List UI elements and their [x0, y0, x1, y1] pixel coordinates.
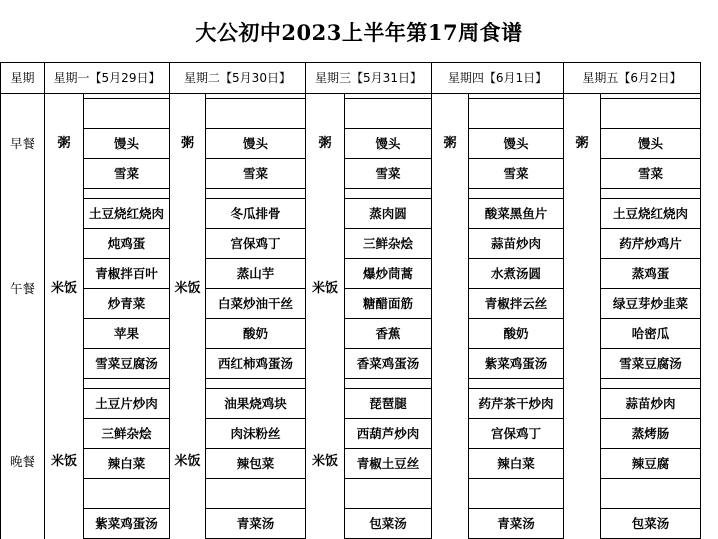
lunch-label: 午餐	[1, 194, 45, 384]
lunch-dish: 西红柿鸡蛋汤	[206, 349, 306, 379]
dinner-dish: 青菜汤	[206, 509, 306, 539]
breakfast-dish	[345, 99, 432, 129]
dinner-dish: 包菜汤	[345, 509, 432, 539]
dinner-dish	[206, 479, 306, 509]
lunch-dish: 酸奶	[206, 319, 306, 349]
dinner-staple	[432, 384, 469, 539]
dinner-dish: 西葫芦炒肉	[345, 419, 432, 449]
breakfast-dish: 馒头	[469, 129, 564, 159]
lunch-dish: 糖醋面筋	[345, 289, 432, 319]
breakfast-dish	[469, 99, 564, 129]
lunch-dish: 青椒拌百叶	[84, 259, 170, 289]
dinner-dish: 紫菜鸡蛋汤	[84, 509, 170, 539]
dinner-dish	[469, 479, 564, 509]
breakfast-dish	[601, 99, 701, 129]
breakfast-dish: 馒头	[345, 129, 432, 159]
lunch-dish: 紫菜鸡蛋汤	[469, 349, 564, 379]
breakfast-dish: 雪菜	[84, 159, 170, 189]
breakfast-dish: 馒头	[601, 129, 701, 159]
lunch-dish: 水煮汤圆	[469, 259, 564, 289]
lunch-dish: 蒸肉圆	[345, 199, 432, 229]
lunch-dish: 爆炒茼蒿	[345, 259, 432, 289]
dinner-dish: 宫保鸡丁	[469, 419, 564, 449]
lunch-dish: 雪菜豆腐汤	[601, 349, 701, 379]
lunch-dish: 炒青菜	[84, 289, 170, 319]
dinner-dish: 辣白菜	[84, 449, 170, 479]
breakfast-staple: 粥	[170, 94, 206, 194]
dinner-dish	[601, 479, 701, 509]
breakfast-staple: 粥	[45, 94, 84, 194]
lunch-dish: 苹果	[84, 319, 170, 349]
dinner-dish: 青菜汤	[469, 509, 564, 539]
dinner-dish: 油果烧鸡块	[206, 389, 306, 419]
day-header: 星期一【5月29日】	[45, 63, 170, 94]
dinner-dish: 辣豆腐	[601, 449, 701, 479]
breakfast-dish: 馒头	[84, 129, 170, 159]
lunch-dish: 药芹炒鸡片	[601, 229, 701, 259]
lunch-dish: 蒸鸡蛋	[601, 259, 701, 289]
lunch-staple: 米饭	[45, 194, 84, 384]
lunch-dish: 哈密瓜	[601, 319, 701, 349]
day-header: 星期三【5月31日】	[306, 63, 432, 94]
lunch-dish: 雪菜豆腐汤	[84, 349, 170, 379]
dinner-dish: 琵琶腿	[345, 389, 432, 419]
lunch-dish: 三鲜杂烩	[345, 229, 432, 259]
lunch-staple	[432, 194, 469, 384]
dinner-dish: 药芹茶干炒肉	[469, 389, 564, 419]
breakfast-staple: 粥	[432, 94, 469, 194]
lunch-dish: 绿豆芽炒韭菜	[601, 289, 701, 319]
lunch-dish: 香菜鸡蛋汤	[345, 349, 432, 379]
menu-title: 大公初中2023上半年第17周食谱	[195, 20, 523, 45]
dinner-dish: 蒸烤肠	[601, 419, 701, 449]
period-header: 星期	[1, 63, 45, 94]
lunch-staple: 米饭	[306, 194, 345, 384]
dinner-staple: 米饭	[45, 384, 84, 539]
day-header: 星期五【6月2日】	[564, 63, 701, 94]
lunch-dish: 土豆烧红烧肉	[601, 199, 701, 229]
lunch-dish: 酸菜黑鱼片	[469, 199, 564, 229]
lunch-dish: 香蕉	[345, 319, 432, 349]
lunch-dish: 宫保鸡丁	[206, 229, 306, 259]
breakfast-dish: 雪菜	[345, 159, 432, 189]
dinner-staple: 米饭	[170, 384, 206, 539]
day-header: 星期四【6月1日】	[432, 63, 564, 94]
weekly-menu-table	[0, 62, 701, 539]
lunch-dish: 蒜苗炒肉	[469, 229, 564, 259]
breakfast-dish	[206, 99, 306, 129]
lunch-dish: 炖鸡蛋	[84, 229, 170, 259]
lunch-dish: 白菜炒油干丝	[206, 289, 306, 319]
lunch-dish: 酸奶	[469, 319, 564, 349]
lunch-staple	[564, 194, 601, 384]
dinner-dish: 土豆片炒肉	[84, 389, 170, 419]
breakfast-dish: 雪菜	[601, 159, 701, 189]
dinner-label: 晚餐	[1, 384, 45, 539]
breakfast-dish: 雪菜	[206, 159, 306, 189]
lunch-dish: 土豆烧红烧肉	[84, 199, 170, 229]
dinner-dish: 蒜苗炒肉	[601, 389, 701, 419]
day-header: 星期二【5月30日】	[170, 63, 306, 94]
dinner-dish	[345, 479, 432, 509]
dinner-dish: 肉沫粉丝	[206, 419, 306, 449]
breakfast-staple: 粥	[306, 94, 345, 194]
dinner-dish: 青椒土豆丝	[345, 449, 432, 479]
dinner-dish: 辣包菜	[206, 449, 306, 479]
lunch-dish: 冬瓜排骨	[206, 199, 306, 229]
breakfast-dish: 馒头	[206, 129, 306, 159]
dinner-dish: 辣白菜	[469, 449, 564, 479]
dinner-dish	[84, 479, 170, 509]
lunch-dish: 蒸山芋	[206, 259, 306, 289]
menu-table-body	[1, 63, 701, 539]
breakfast-label: 早餐	[1, 94, 45, 194]
breakfast-dish	[84, 99, 170, 129]
lunch-dish: 青椒拌云丝	[469, 289, 564, 319]
breakfast-dish: 雪菜	[469, 159, 564, 189]
dinner-dish: 三鲜杂烩	[84, 419, 170, 449]
dinner-staple: 米饭	[306, 384, 345, 539]
dinner-dish: 包菜汤	[601, 509, 701, 539]
breakfast-staple: 粥	[564, 94, 601, 194]
header-row	[1, 63, 701, 94]
dinner-staple	[564, 384, 601, 539]
lunch-staple: 米饭	[170, 194, 206, 384]
